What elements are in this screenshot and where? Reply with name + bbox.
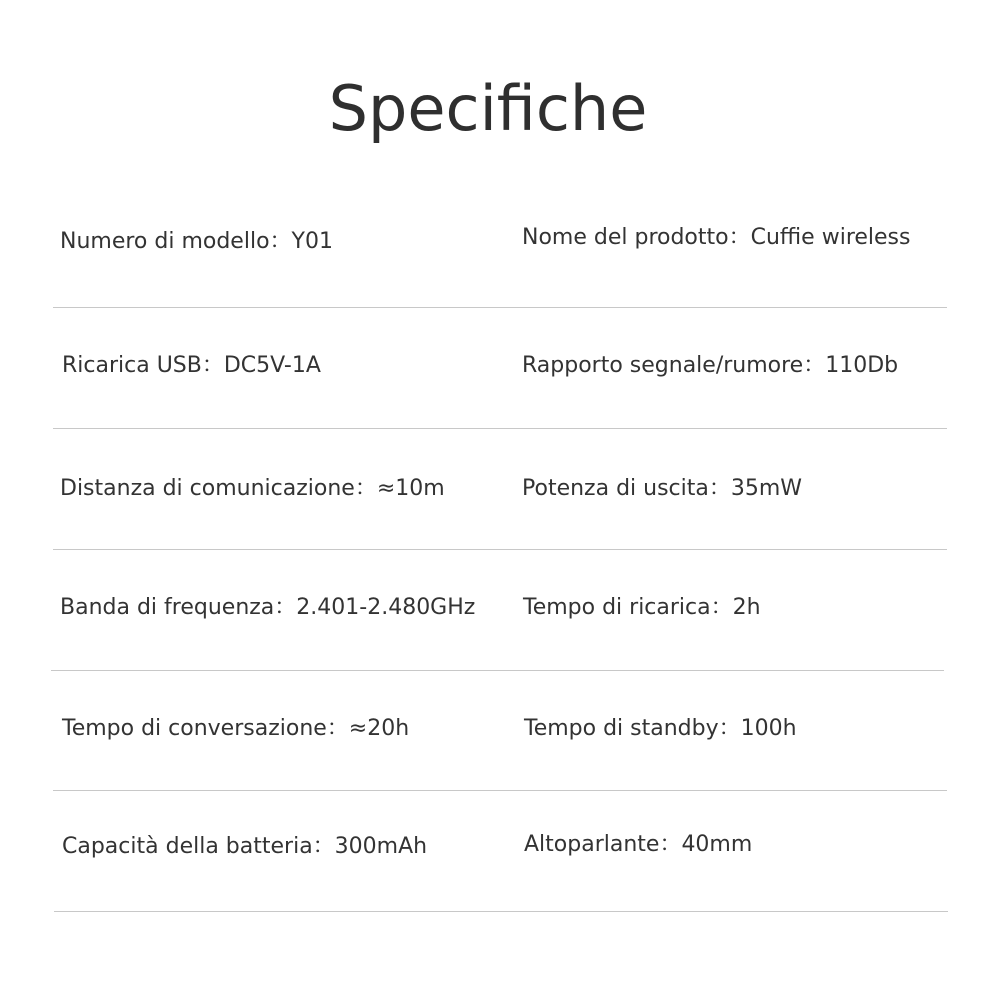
- row-divider: [53, 307, 947, 308]
- spec-output-power: Potenza di uscita：35mW: [522, 476, 803, 501]
- row-divider: [54, 911, 948, 912]
- page-title: Specifiche: [328, 72, 648, 145]
- row-divider: [53, 428, 947, 429]
- spec-speaker: Altoparlante：40mm: [524, 832, 753, 857]
- row-divider: [53, 549, 947, 550]
- spec-signal-noise-ratio: Rapporto segnale/rumore：110Db: [522, 353, 899, 378]
- spec-frequency-band: Banda di frequenza：2.401-2.480GHz: [60, 595, 476, 620]
- spec-model-number: Numero di modello：Y01: [60, 229, 333, 254]
- row-divider: [51, 670, 944, 671]
- row-divider: [53, 790, 947, 791]
- spec-usb-charging: Ricarica USB：DC5V-1A: [62, 353, 321, 378]
- spec-communication-distance: Distanza di comunicazione：≈10m: [60, 476, 445, 501]
- spec-charging-time: Tempo di ricarica：2h: [523, 595, 761, 620]
- spec-battery-capacity: Capacità della batteria：300mAh: [62, 834, 428, 859]
- spec-product-name: Nome del prodotto：Cuffie wireless: [522, 225, 911, 250]
- spec-standby-time: Tempo di standby：100h: [524, 716, 797, 741]
- spec-talk-time: Tempo di conversazione：≈20h: [62, 716, 410, 741]
